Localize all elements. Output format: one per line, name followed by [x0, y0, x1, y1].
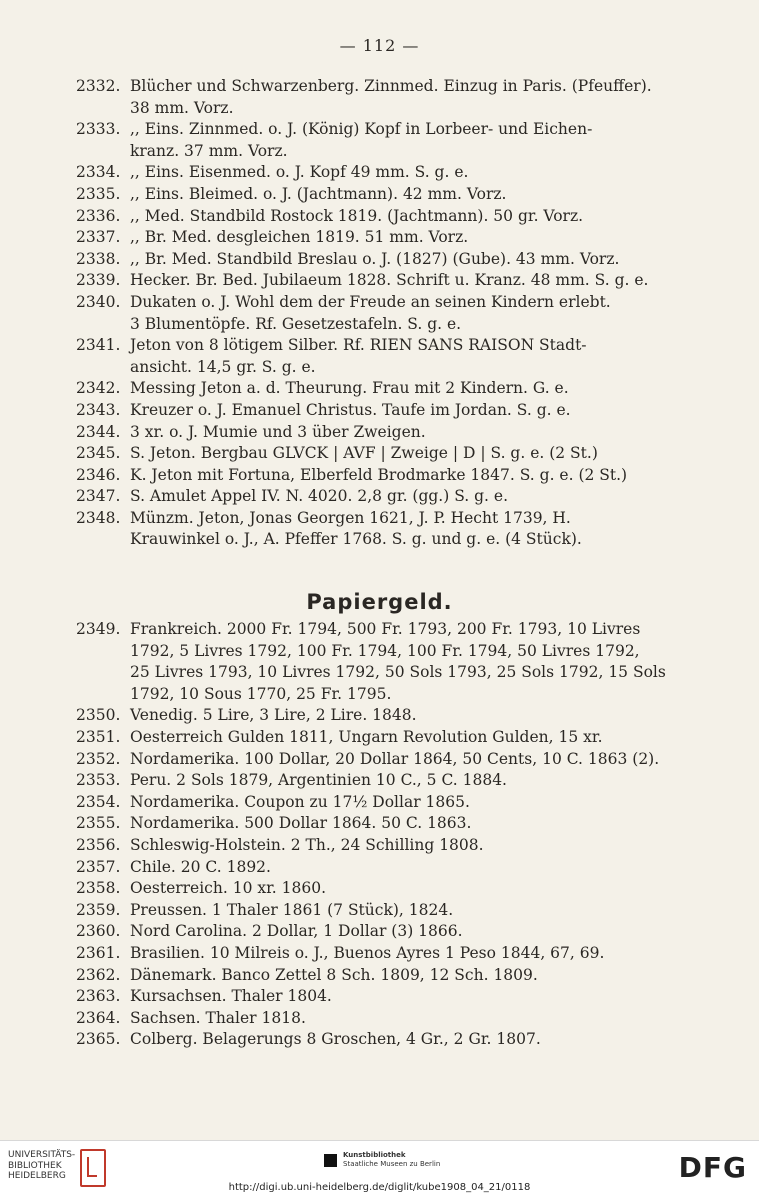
- entry-description: Dänemark. Banco Zettel 8 Sch. 1809, 12 Sch. 1809.: [130, 965, 538, 984]
- entry-number: 2360.: [76, 922, 121, 941]
- entry-number: 2352.: [76, 749, 121, 768]
- entry-number: 2365.: [76, 1030, 121, 1049]
- catalog-entry: [76, 835, 705, 857]
- entry-description: Dukaten o. J. Wohl dem der Freude an seinen Kindern erlebt. 3 Blumentöpfe. Rf. Gesetzestafeln. S. g. e.: [130, 292, 611, 333]
- entry-description: S. Amulet Appel IV. N. 4020. 2,8 gr. (gg.) S. g. e.: [130, 487, 509, 506]
- catalog-entry: [76, 900, 705, 922]
- entry-description: Blücher und Schwarzenberg. Zinnmed. Einzug in Paris. (Pfeuffer). 38 mm. Vorz.: [130, 77, 652, 117]
- footer-bar: [0, 1140, 759, 1197]
- section-heading: Papiergeld.: [306, 590, 453, 614]
- entry-description: Sachsen. Thaler 1818.: [130, 1008, 306, 1027]
- entry-description: Kreuzer o. J. Emanuel Christus. Taufe im Jordan. S. g. e.: [130, 400, 571, 419]
- catalog-entry: [76, 227, 705, 249]
- catalog-entry: [76, 1029, 705, 1051]
- entry-description: Colberg. Belagerungs 8 Groschen, 4 Gr., 2 Gr. 1807.: [130, 1030, 541, 1049]
- entry-description: Jeton von 8 lötigem Silber. Rf. RIEN SANS RAISON Stadt- ansicht. 14,5 gr. S. g. e.: [130, 336, 587, 376]
- entry-description: S. Jeton. Bergbau GLVCK | AVF | Zweige | D | S. g. e. (2 St.): [130, 444, 598, 463]
- entry-number: 2341.: [76, 336, 121, 355]
- catalog-entry: [76, 770, 705, 792]
- entry-description: ,, Br. Med. desgleichen 1819. 51 mm. Vorz.: [130, 228, 469, 247]
- catalog-entry: [76, 705, 705, 727]
- catalog-entry: [76, 335, 705, 378]
- entry-description: ,, Eins. Eisenmed. o. J. Kopf 49 mm. S. g. e.: [130, 163, 469, 182]
- catalog-entry: [76, 986, 705, 1008]
- entry-number: 2353.: [76, 771, 121, 790]
- entry-description: Preussen. 1 Thaler 1861 (7 Stück), 1824.: [130, 900, 454, 919]
- catalog-entry: [76, 292, 705, 335]
- catalog-entry: [76, 76, 705, 119]
- entry-number: 2362.: [76, 965, 121, 984]
- entry-number: 2348.: [76, 508, 121, 527]
- entry-description: Chile. 20 C. 1892.: [130, 857, 271, 876]
- catalog-entry: [76, 1008, 705, 1030]
- entry-number: 2334.: [76, 163, 121, 182]
- entry-description: ,, Eins. Bleimed. o. J. (Jachtmann). 42 mm. Vorz.: [130, 184, 507, 203]
- entry-description: K. Jeton mit Fortuna, Elberfeld Brodmarke 1847. S. g. e. (2 St.): [130, 465, 628, 484]
- entry-number: 2351.: [76, 727, 121, 746]
- catalog-entry: [76, 422, 705, 444]
- entry-number: 2364.: [76, 1008, 121, 1027]
- catalog-entry: [76, 378, 705, 400]
- catalog-entry: [76, 119, 705, 162]
- library-name-line1: UNIVERSITÄTS-: [8, 1150, 76, 1160]
- entry-number: 2358.: [76, 879, 121, 898]
- catalog-entry: [76, 619, 705, 705]
- entry-number: 2363.: [76, 987, 121, 1006]
- entry-description: ,, Eins. Zinnmed. o. J. (König) Kopf in Lorbeer- und Eichen- kranz. 37 mm. Vorz.: [130, 120, 593, 160]
- entry-number: 2354.: [76, 792, 121, 811]
- entry-number: 2361.: [76, 943, 121, 962]
- catalog-entry: [76, 465, 705, 487]
- entry-description: Oesterreich. 10 xr. 1860.: [130, 879, 327, 898]
- entry-number: 2340.: [76, 292, 121, 311]
- source-url-link[interactable]: http://digi.ub.uni-heidelberg.de/diglit/kube1908_04_21/0118: [228, 1182, 531, 1193]
- entry-description: ,, Med. Standbild Rostock 1819. (Jachtmann). 50 gr. Vorz.: [130, 206, 584, 225]
- library-name-line2: BIBLIOTHEK: [8, 1160, 62, 1171]
- entry-number: 2349.: [76, 620, 121, 638]
- kunstbibliothek-subtitle: Staatliche Museen zu Berlin: [343, 1160, 441, 1168]
- entry-number: 2337.: [76, 228, 121, 247]
- university-library-logo[interactable]: [8, 1150, 75, 1182]
- catalog-entry: [76, 921, 705, 943]
- catalog-entry: [76, 486, 705, 508]
- entry-description: Hecker. Br. Bed. Jubilaeum 1828. Schrift u. Kranz. 48 mm. S. g. e.: [130, 271, 649, 290]
- catalog-entry: [76, 749, 705, 771]
- catalog-entry: [76, 965, 705, 987]
- entry-description: Nordamerika. Coupon zu 17½ Dollar 1865.: [130, 792, 470, 811]
- entry-number: 2350.: [76, 706, 121, 725]
- entry-list-paper-money: [76, 619, 705, 1051]
- entry-number: 2355.: [76, 814, 121, 833]
- catalog-entry: [76, 727, 705, 749]
- entry-description: Münzm. Jeton, Jonas Georgen 1621, J. P. Hecht 1739, H. Krauwinkel o. J., A. Pfeffer 1768. S. g. und g. e. (4 Stück).: [130, 508, 582, 549]
- entry-number: 2347.: [76, 487, 121, 506]
- entry-description: Nord Carolina. 2 Dollar, 1 Dollar (3) 1866.: [130, 922, 463, 941]
- entry-description: Venedig. 5 Lire, 3 Lire, 2 Lire. 1848.: [130, 706, 417, 725]
- kunstbibliothek-name: Kunstbibliothek: [343, 1151, 406, 1159]
- entry-number: 2359.: [76, 900, 121, 919]
- library-name-line3: HEIDELBERG: [8, 1171, 66, 1181]
- entry-list-medals: [76, 76, 705, 551]
- entry-description: Nordamerika. 500 Dollar 1864. 50 C. 1863.: [130, 814, 472, 833]
- entry-number: 2342.: [76, 379, 121, 398]
- entry-number: 2344.: [76, 422, 121, 441]
- page-number: — 112 —: [339, 36, 420, 55]
- catalog-entry: [76, 443, 705, 465]
- kunstbibliothek-logo[interactable]: [343, 1151, 440, 1169]
- catalog-entry: [76, 400, 705, 422]
- kunstbibliothek-icon: [324, 1154, 337, 1167]
- entry-description: Kursachsen. Thaler 1804.: [130, 987, 332, 1006]
- entry-description: Peru. 2 Sols 1879, Argentinien 10 C., 5 C. 1884.: [130, 771, 507, 790]
- entry-description: Oesterreich Gulden 1811, Ungarn Revolution Gulden, 15 xr.: [130, 727, 603, 746]
- catalog-entry: [76, 162, 705, 184]
- entry-description: Frankreich. 2000 Fr. 1794, 500 Fr. 1793, 200 Fr. 1793, 10 Livres 1792, 5 Livres 1792, 100 Fr. 1794, 100 Fr. 1794, 50 Livres 1792, 25 Livres 1793, 10 Livres 1792, 50 Sols 1793, 25 Sols 1792, 15 Sols 1792, 10 Sous 1770, 25 Fr. 1795.: [130, 620, 666, 703]
- dfg-logo[interactable]: DFG: [678, 1151, 747, 1184]
- entry-number: 2357.: [76, 857, 121, 876]
- entry-number: 2343.: [76, 400, 121, 419]
- catalog-entry: [76, 813, 705, 835]
- catalog-entry: [76, 878, 705, 900]
- entry-description: ,, Br. Med. Standbild Breslau o. J. (1827) (Gube). 43 mm. Vorz.: [130, 249, 620, 268]
- catalog-entry: [76, 792, 705, 814]
- entry-description: 3 xr. o. J. Mumie und 3 über Zweigen.: [130, 422, 426, 441]
- entry-description: Schleswig-Holstein. 2 Th., 24 Schilling 1808.: [130, 835, 484, 854]
- entry-description: Nordamerika. 100 Dollar, 20 Dollar 1864, 50 Cents, 10 C. 1863 (2).: [130, 749, 660, 768]
- entry-number: 2335.: [76, 184, 121, 203]
- entry-number: 2336.: [76, 206, 121, 225]
- entry-number: 2345.: [76, 444, 121, 463]
- entry-description: Brasilien. 10 Milreis o. J., Buenos Ayres 1 Peso 1844, 67, 69.: [130, 943, 605, 962]
- catalog-entry: [76, 857, 705, 879]
- catalog-entry: [76, 943, 705, 965]
- catalog-entry: [76, 206, 705, 228]
- entry-number: 2346.: [76, 465, 121, 484]
- catalog-entry: [76, 508, 705, 551]
- catalog-entry: [76, 270, 705, 292]
- entry-number: 2339.: [76, 271, 121, 290]
- catalog-entry: [76, 184, 705, 206]
- entry-number: 2338.: [76, 249, 121, 268]
- entry-description: Messing Jeton a. d. Theurung. Frau mit 2 Kindern. G. e.: [130, 379, 569, 398]
- entry-number: 2333.: [76, 120, 121, 139]
- entry-number: 2356.: [76, 835, 121, 854]
- catalog-entry: [76, 249, 705, 271]
- entry-number: 2332.: [76, 77, 121, 95]
